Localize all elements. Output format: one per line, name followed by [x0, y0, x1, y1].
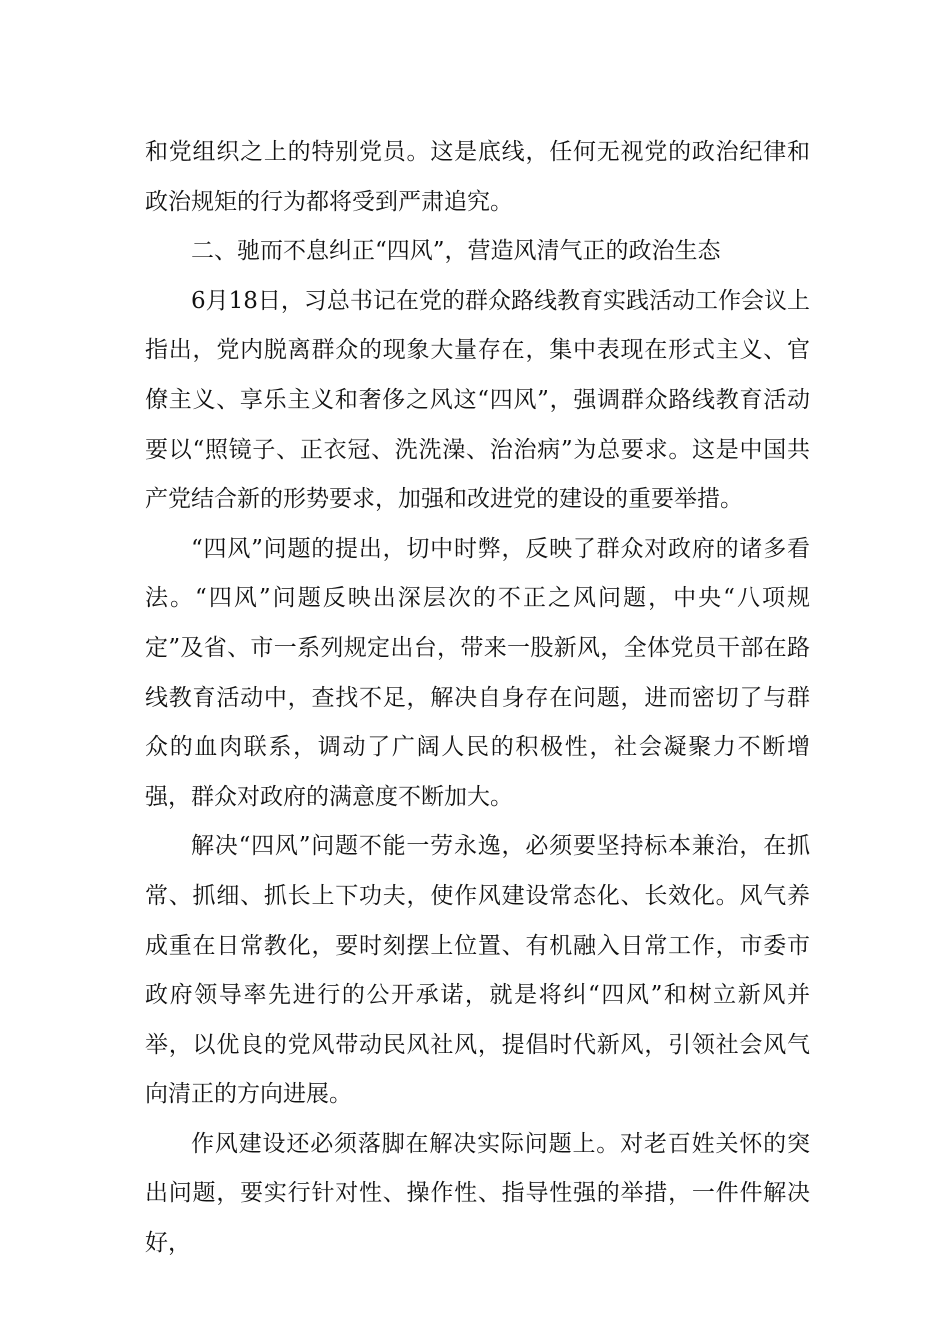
paragraph: 6月18日，习总书记在党的群众路线教育实践活动工作会议上指出，党内脱离群众的现象大量存在，集中表现在形式主义、官僚主义、享乐主义和奢侈之风这“四风”，强调群众路线教育活动要以“照镜子、正衣冠、洗洗澡、治治病”为总要求。这是中国共产党结合新的形势要求，加强和改进党的建设的重要举措。	[145, 287, 810, 513]
paragraph: 作风建设还必须落脚在解决实际问题上。对老百姓关怀的突出问题，要实行针对性、操作性、指导性强的举措，一件件解决好，	[145, 1130, 810, 1257]
paragraph: “四风”问题的提出，切中时弊，反映了群众对政府的诸多看法。“四风”问题反映出深层次的不正之风问题，中央“八项规定”及省、市一系列规定出台，带来一股新风，全体党员干部在路线教育活动中，查找不足，解决自身存在问题，进而密切了与群众的血肉联系，调动了广阔人民的积极性，社会凝聚力不断增强，群众对政府的满意度不断加大。	[145, 535, 810, 810]
section-heading: 二、驰而不息纠正“四风”，营造风清气正的政治生态	[191, 238, 721, 265]
document-body	[145, 128, 810, 1269]
paragraph: 解决“四风”问题不能一劳永逸，必须要坚持标本兼治，在抓常、抓细、抓长上下功夫，使作风建设常态化、长效化。风气养成重在日常教化，要时刻摆上位置、有机融入日常工作，市委市政府领导率先进行的公开承诺，就是将纠“四风”和树立新风并举，以优良的党风带动民风社风，提倡时代新风，引领社会风气向清正的方向进展。	[145, 833, 810, 1108]
paragraph-continued: 和党组织之上的特别党员。这是底线，任何无视党的政治纪律和政治规矩的行为都将受到严肃追究。	[145, 139, 810, 215]
